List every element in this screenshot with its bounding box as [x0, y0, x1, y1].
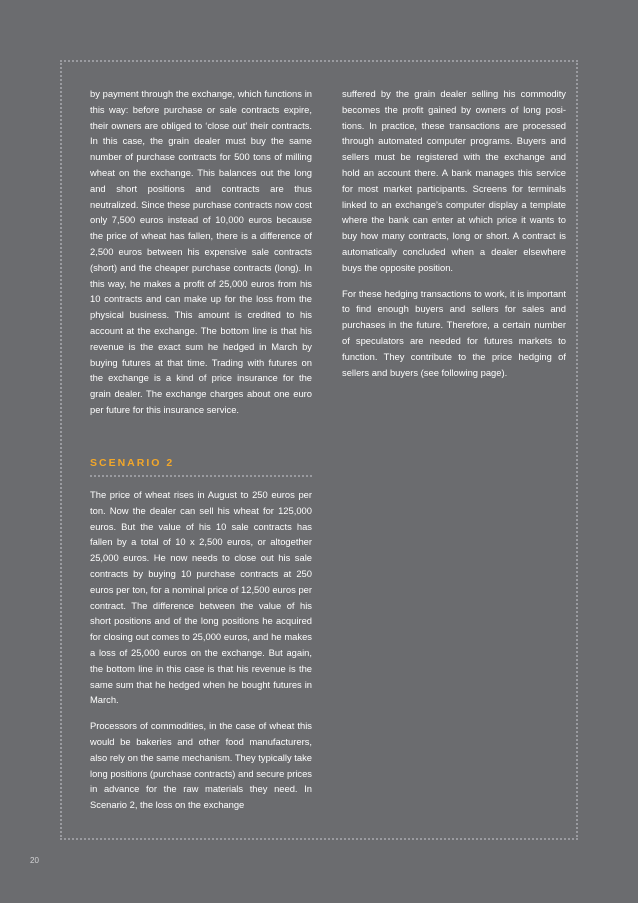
paragraph: For these hedging transactions to work, it is important to find enough buyers and sellers for sales and purchases in the future. Therefore, a certain number of speculators are needed for futures markets to function. They contribute to the price hedging of sellers and buyers (see following page). [342, 287, 566, 378]
scenario-2-text [90, 487, 312, 823]
left-column-text [90, 86, 312, 428]
scenario-2-heading: SCENARIO 2 [90, 457, 175, 469]
page-number: 20 [30, 856, 39, 865]
right-column-text [342, 86, 566, 390]
paragraph: by payment through the exchange, which functions in this way: before purchase or sale contracts expire, their owners are obliged to ‘close out’ their contracts. In this case, the grain dealer must buy the same number of purchase contracts for 500 tons of milling wheat on the exchange. This balances out the long and short positions and contracts are thus neutralized. Since these purchase contracts now cost only 7,500 euros instead of 10,000 euros because the price of wheat has fallen, there is a difference of 2,500 euros between his expensive sale contracts (short) and the cheaper purchase contracts (long). In this way, he makes a profit of 25,000 euros from his 10 contracts and can make up for the loss from the physical business. This amount is credited to his account at the exchange. The bottom line is that his revenue is the exact sum he hedged in March by buying futures at that time. Trading with futures on the exchange is a kind of price insurance for the grain dealer. The exchange charges about one euro per future for this insurance service. [90, 88, 312, 415]
paragraph: Processors of commodities, in the case of wheat this would be bakeries and other food manufacturers, also rely on the same mechanism. They typically take long positions (purchase contracts) and secure prices in advance for the raw materials they need. In Scenario 2, the loss on the exchange [90, 720, 312, 811]
paragraph: The price of wheat rises in August to 250 euros per ton. Now the dealer can sell his wheat for 125,000 euros. But the value of his 10 sale contracts has fallen by a total of 10 x 2,500 euros, or altogether 25,000 euros. He now needs to close out his sale contracts by buying 10 purchase contracts at 250 euros per ton, for a nominal price of 12,500 euros per contract. The difference between the value of his short positions and of the long positions he acquired for closing out comes to 25,000 euros, and he makes a loss of 25,000 euros on the exchange. But again, the bottom line in this case is that his revenue is the same sum that he hedged when he bought futures in March. [90, 489, 312, 706]
paragraph: suffered by the grain dealer selling his commodity becomes the profit gained by owners of long positions. In practice, these transactions are processed through automated computer programs. Buyers and sellers must be registered with the exchange and hold an account there. A bank manages this service for most market participants. Screens for terminals linked to an exchange’s computer display a template where the bank can enter at which price it wants to buy how many contracts, long or short. A contract is automatically concluded when a dealer elsewhere buys the opposite position. [342, 88, 566, 273]
heading-divider [90, 475, 312, 477]
